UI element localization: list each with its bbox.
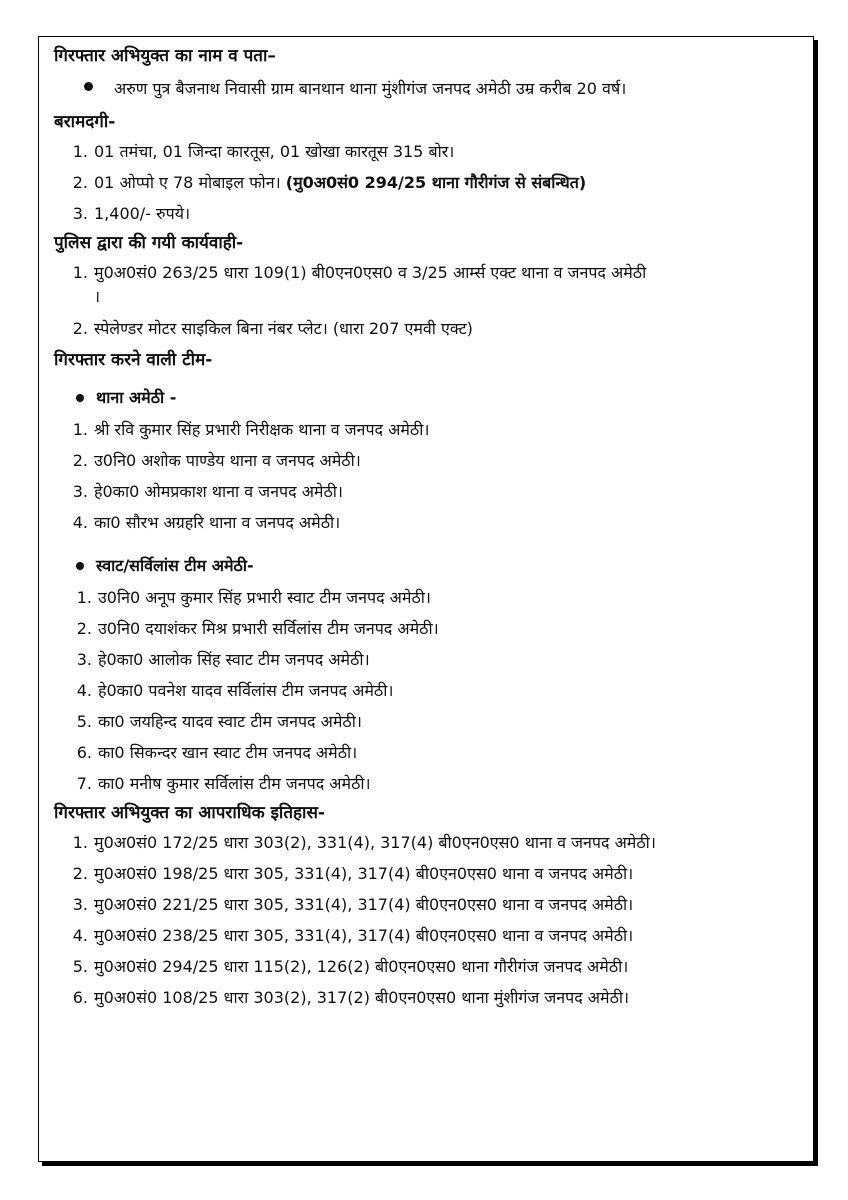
team-station-title xyxy=(54,374,794,414)
item-text: उ0नि0 दयाशंकर मिश्र प्रभारी सर्विलांस टीम जनपद अमेठी। xyxy=(98,619,439,638)
item-text: का0 सिकन्दर खान स्वाट टीम जनपद अमेठी। xyxy=(98,743,358,762)
recovery-heading: बरामदगी- xyxy=(54,112,116,132)
team-member xyxy=(54,675,794,706)
item-number: 6. xyxy=(76,743,92,762)
item-number: 2. xyxy=(72,451,88,470)
history-item xyxy=(54,889,794,920)
item-number: 3. xyxy=(72,482,88,501)
action-item xyxy=(54,257,794,313)
item-text: का0 सौरभ अग्रहरि थाना व जनपद अमेठी। xyxy=(94,513,341,532)
item-number: 4. xyxy=(72,513,88,532)
item-text: मु0अ0सं0 294/25 धारा 115(2), 126(2) बी0एन0एस0 थाना गौरीगंज जनपद अमेठी। xyxy=(94,957,629,976)
team-member xyxy=(54,445,794,476)
item-bold-note: (मु0अ0सं0 294/25 थाना गौरीगंज से संबन्धित) xyxy=(285,173,587,192)
team-member xyxy=(54,768,794,799)
item-number: 5. xyxy=(76,712,92,731)
item-number: 4. xyxy=(76,681,92,700)
item-text: उ0नि0 अनूप कुमार सिंह प्रभारी स्वाट टीम जनपद अमेठी। xyxy=(98,588,431,607)
item-text: हे0का0 ओमप्रकाश थाना व जनपद अमेठी। xyxy=(94,482,343,501)
item-number: 5. xyxy=(72,957,88,976)
item-number: 1. xyxy=(72,420,88,439)
history-item xyxy=(54,827,794,858)
item-text: का0 मनीष कुमार सर्विलांस टीम जनपद अमेठी। xyxy=(98,774,371,793)
history-item xyxy=(54,920,794,951)
history-item xyxy=(54,951,794,982)
team-swat-label: स्वाट/सर्विलांस टीम अमेठी- xyxy=(96,556,254,575)
item-text: स्पेलेण्डर मोटर साइकिल बिना नंबर प्लेट। (धारा 207 एमवी एक्ट) xyxy=(94,319,473,338)
history-heading: गिरफ्तार अभियुक्त का आपराधिक इतिहास- xyxy=(54,803,325,823)
team-swat-title xyxy=(54,538,794,582)
item-text-line xyxy=(94,167,586,198)
item-text: का0 जयहिन्द यादव स्वाट टीम जनपद अमेठी। xyxy=(98,712,362,731)
item-number: 3. xyxy=(72,895,88,914)
team-member xyxy=(54,613,794,644)
action-heading: पुलिस द्वारा की गयी कार्यवाही- xyxy=(54,233,244,253)
item-number: 2. xyxy=(72,173,88,192)
item-number: 2. xyxy=(72,864,88,883)
recovery-item xyxy=(54,198,794,229)
item-number: 7. xyxy=(76,774,92,793)
recovery-item xyxy=(54,167,794,198)
accused-text: अरुण पुत्र बैजनाथ निवासी ग्राम बानथान थाना मुंशीगंज जनपद अमेठी उम्र करीब 20 वर्ष। xyxy=(114,79,627,98)
item-number: 6. xyxy=(72,988,88,1007)
team-station-label: थाना अमेठी - xyxy=(96,388,177,407)
item-number: 2. xyxy=(72,319,88,338)
item-text: 01 तमंचा, 01 जिन्दा कारतूस, 01 खोखा कारतूस 315 बोर। xyxy=(94,142,455,161)
item-text: 01 ओप्पो ए 78 मोबाइल फोन। xyxy=(94,173,281,192)
team-member xyxy=(54,414,794,445)
item-text: मु0अ0सं0 198/25 धारा 305, 331(4), 317(4) बी0एन0एस0 थाना व जनपद अमेठी। xyxy=(94,864,634,883)
team-member xyxy=(54,644,794,675)
item-text: मु0अ0सं0 238/25 धारा 305, 331(4), 317(4) बी0एन0एस0 थाना व जनपद अमेठी। xyxy=(94,926,634,945)
accused-heading: गिरफ्तार अभियुक्त का नाम व पता– xyxy=(54,46,276,66)
item-text: मु0अ0सं0 108/25 धारा 303(2), 317(2) बी0एन0एस0 थाना मुंशीगंज जनपद अमेठी। xyxy=(94,988,630,1007)
item-text-continuation: । xyxy=(94,287,101,306)
press-note-body xyxy=(54,42,794,1013)
item-text: मु0अ0सं0 172/25 धारा 303(2), 331(4), 317(4) बी0एन0एस0 थाना व जनपद अमेठी। xyxy=(94,833,656,852)
recovery-item xyxy=(54,136,794,167)
item-number: 1. xyxy=(72,833,88,852)
item-text: श्री रवि कुमार सिंह प्रभारी निरीक्षक थाना व जनपद अमेठी। xyxy=(94,420,430,439)
item-text: मु0अ0सं0 221/25 धारा 305, 331(4), 317(4) बी0एन0एस0 थाना व जनपद अमेठी। xyxy=(94,895,634,914)
item-text: मु0अ0सं0 263/25 धारा 109(1) बी0एन0एस0 व 3/25 आर्म्स एक्ट थाना व जनपद अमेठी xyxy=(94,263,647,282)
team-member xyxy=(54,476,794,507)
item-number: 1. xyxy=(76,588,92,607)
team-heading: गिरफ्तार करने वाली टीम- xyxy=(54,350,213,370)
item-number: 1. xyxy=(72,142,88,161)
history-item xyxy=(54,982,794,1013)
action-item xyxy=(54,313,794,344)
accused-item xyxy=(54,70,794,108)
team-member xyxy=(54,706,794,737)
bullet-icon xyxy=(84,82,93,91)
item-number: 3. xyxy=(72,204,88,223)
item-text: हे0का0 आलोक सिंह स्वाट टीम जनपद अमेठी। xyxy=(98,650,370,669)
history-item xyxy=(54,858,794,889)
item-number: 1. xyxy=(72,263,88,282)
item-number: 2. xyxy=(76,619,92,638)
bullet-icon xyxy=(76,562,84,570)
team-member xyxy=(54,582,794,613)
bullet-icon xyxy=(76,394,84,402)
item-text: उ0नि0 अशोक पाण्डेय थाना व जनपद अमेठी। xyxy=(94,451,361,470)
team-member xyxy=(54,737,794,768)
item-text: हे0का0 पवनेश यादव सर्विलांस टीम जनपद अमेठी। xyxy=(98,681,394,700)
team-member xyxy=(54,507,794,538)
item-number: 3. xyxy=(76,650,92,669)
item-text: 1,400/- रुपये। xyxy=(94,204,191,223)
item-number: 4. xyxy=(72,926,88,945)
